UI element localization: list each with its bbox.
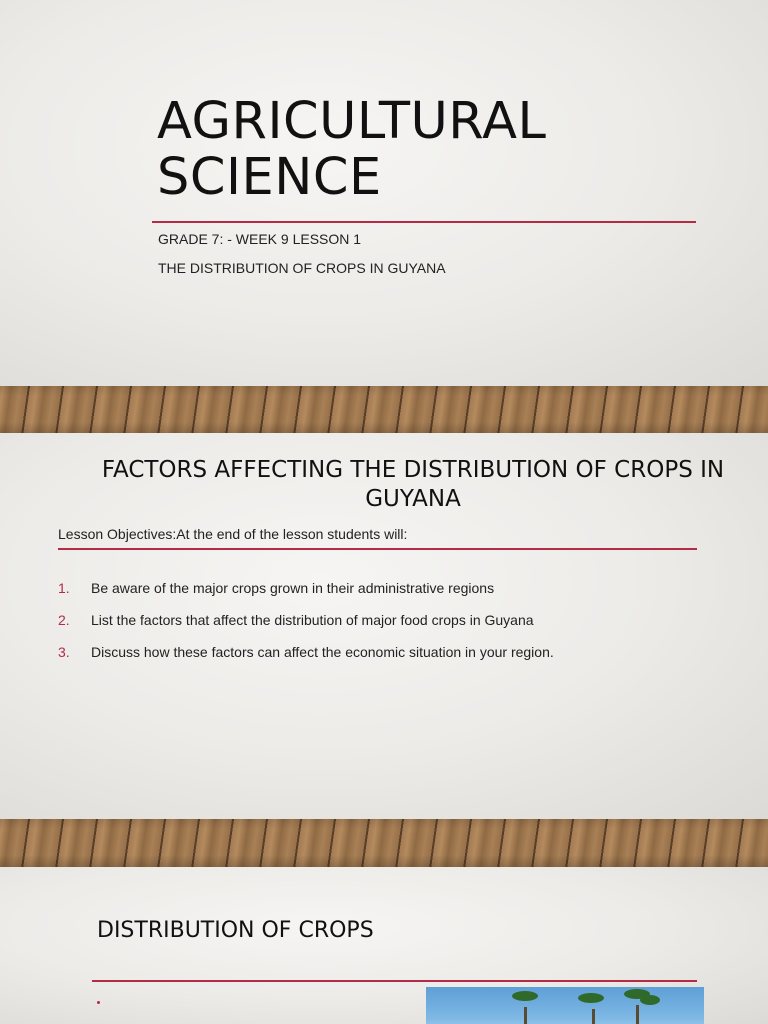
palm-trees-photo bbox=[426, 987, 704, 1024]
list-item bbox=[58, 580, 494, 596]
slide-title-heading bbox=[157, 94, 546, 206]
grade-week-subtitle: GRADE 7: - WEEK 9 LESSON 1 bbox=[158, 231, 362, 247]
wood-floor-band bbox=[0, 386, 768, 433]
slide-distribution bbox=[0, 867, 768, 1024]
list-item bbox=[58, 644, 554, 660]
list-number: 1. bbox=[58, 580, 70, 596]
title-divider bbox=[152, 221, 696, 223]
objectives-heading: FACTORS AFFECTING THE DISTRIBUTION OF CROPS IN GUYANA bbox=[101, 457, 725, 512]
slide-objectives bbox=[0, 433, 768, 819]
list-text: Be aware of the major crops grown in their administrative regions bbox=[91, 580, 495, 596]
list-text: List the factors that affect the distribution of major food crops in Guyana bbox=[91, 612, 534, 628]
list-text: Discuss how these factors can affect the economic situation in your region. bbox=[91, 644, 554, 660]
title-line-1: AGRICULTURAL bbox=[157, 92, 547, 151]
objectives-divider bbox=[58, 548, 697, 550]
list-number: 2. bbox=[58, 612, 70, 628]
bullet-dot bbox=[97, 1001, 100, 1004]
lesson-subtitle: THE DISTRIBUTION OF CROPS IN GUYANA bbox=[158, 260, 446, 276]
list-number: 3. bbox=[58, 644, 70, 660]
slide-title bbox=[0, 0, 768, 386]
distribution-heading: DISTRIBUTION OF CROPS bbox=[97, 918, 374, 943]
objectives-intro: Lesson Objectives:At the end of the lesson students will: bbox=[58, 526, 408, 542]
list-item bbox=[58, 612, 534, 628]
wood-floor-band bbox=[0, 819, 768, 867]
title-line-2: SCIENCE bbox=[157, 148, 382, 207]
distribution-divider bbox=[92, 980, 697, 982]
